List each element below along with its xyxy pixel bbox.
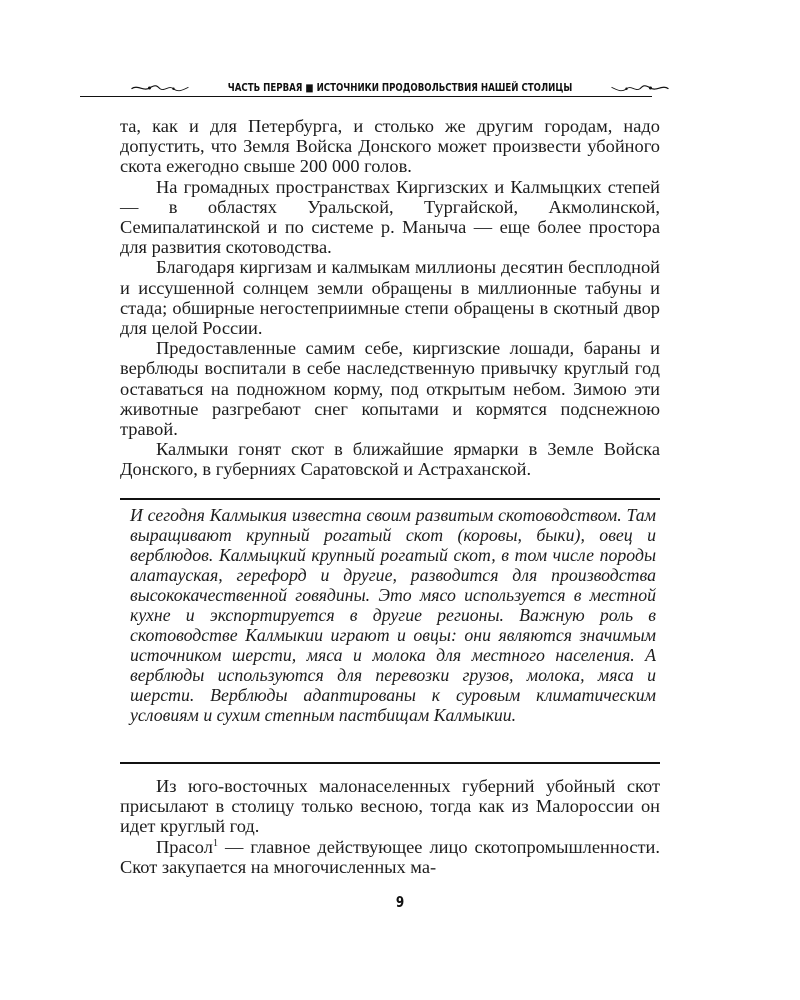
paragraph: Калмыки гонят скот в ближайшие ярмарки в Земле Войска Донского, в губерниях Саратовской и Астраханской. xyxy=(120,439,660,480)
right-ornament-icon xyxy=(610,81,670,95)
header-rule xyxy=(80,96,652,97)
sidebar-insert xyxy=(120,498,660,764)
left-ornament-icon xyxy=(130,81,190,95)
running-header-title: ЧАСТЬ ПЕРВАЯ ■ ИСТОЧНИКИ ПРОДОВОЛЬСТВИЯ НАШЕЙ СТОЛИЦЫ xyxy=(227,82,573,94)
paragraph xyxy=(120,837,660,877)
main-text-bottom xyxy=(120,776,660,877)
running-header xyxy=(130,79,670,97)
paragraph: Благодаря киргизам и калмыкам миллионы десятин бесплодной и иссушенной солнцем земли обращены в миллионные табуны и стада; обширные негостеприимные степи обращены в скотный двор для целой России. xyxy=(120,257,660,339)
paragraph: та, как и для Петербурга, и столько же другим городам, надо допустить, что Земля Войска Донского может произвести убойного скота ежегодно свыше 200 000 голов. xyxy=(120,116,660,177)
paragraph-start: Прасол xyxy=(156,836,213,857)
footnote-marker[interactable]: 1 xyxy=(212,837,218,849)
main-text-top xyxy=(120,116,660,480)
insert-text: И сегодня Калмыкия известна своим развитым скотоводством. Там выращивают крупный рогатый скот (коровы, быки), овец и верблюдов. Калмыцкий крупный рогатый скот, в том числе породы алатауская, герефорд и другие, разводится для производства высококачественной говядины. Это мясо используется в местной кухне и экспортируется в другие регионы. Важную роль в скотоводстве Калмыкии играют и овцы: они являются значимым источником шерсти, мяса и молока для местного населения. А верблюды используются для перевозки грузов, молока, мяса и шерсти. Верблюды адаптированы к суровым климатическим условиям и сухим степным пастбищам Калмыкии. xyxy=(130,505,656,725)
paragraph: На громадных пространствах Киргизских и Калмыцких степей — в областях Уральской, Тургайской, Акмолинской, Семипалатинской и по системе р. Маныча — еще более простора для развития скотоводства. xyxy=(120,176,660,258)
paragraph: Из юго-восточных малонаселенных губерний убойный скот присылают в столицу только весною, тогда как из Малороссии он идет круглый год. xyxy=(120,776,660,837)
paragraph-end: — главное действующее лицо скотопромышленности. Скот закупается на многочисленных ма- xyxy=(120,836,660,877)
paragraph: Предоставленные самим себе, киргизские лошади, бараны и верблюды воспитали в себе наследственную привычку круглый год оставаться на подножном корму, под открытым небом. Зимою эти животные разгребают снег копытами и кормятся подснежною травой. xyxy=(120,338,660,440)
page-number: 9 xyxy=(395,893,405,911)
